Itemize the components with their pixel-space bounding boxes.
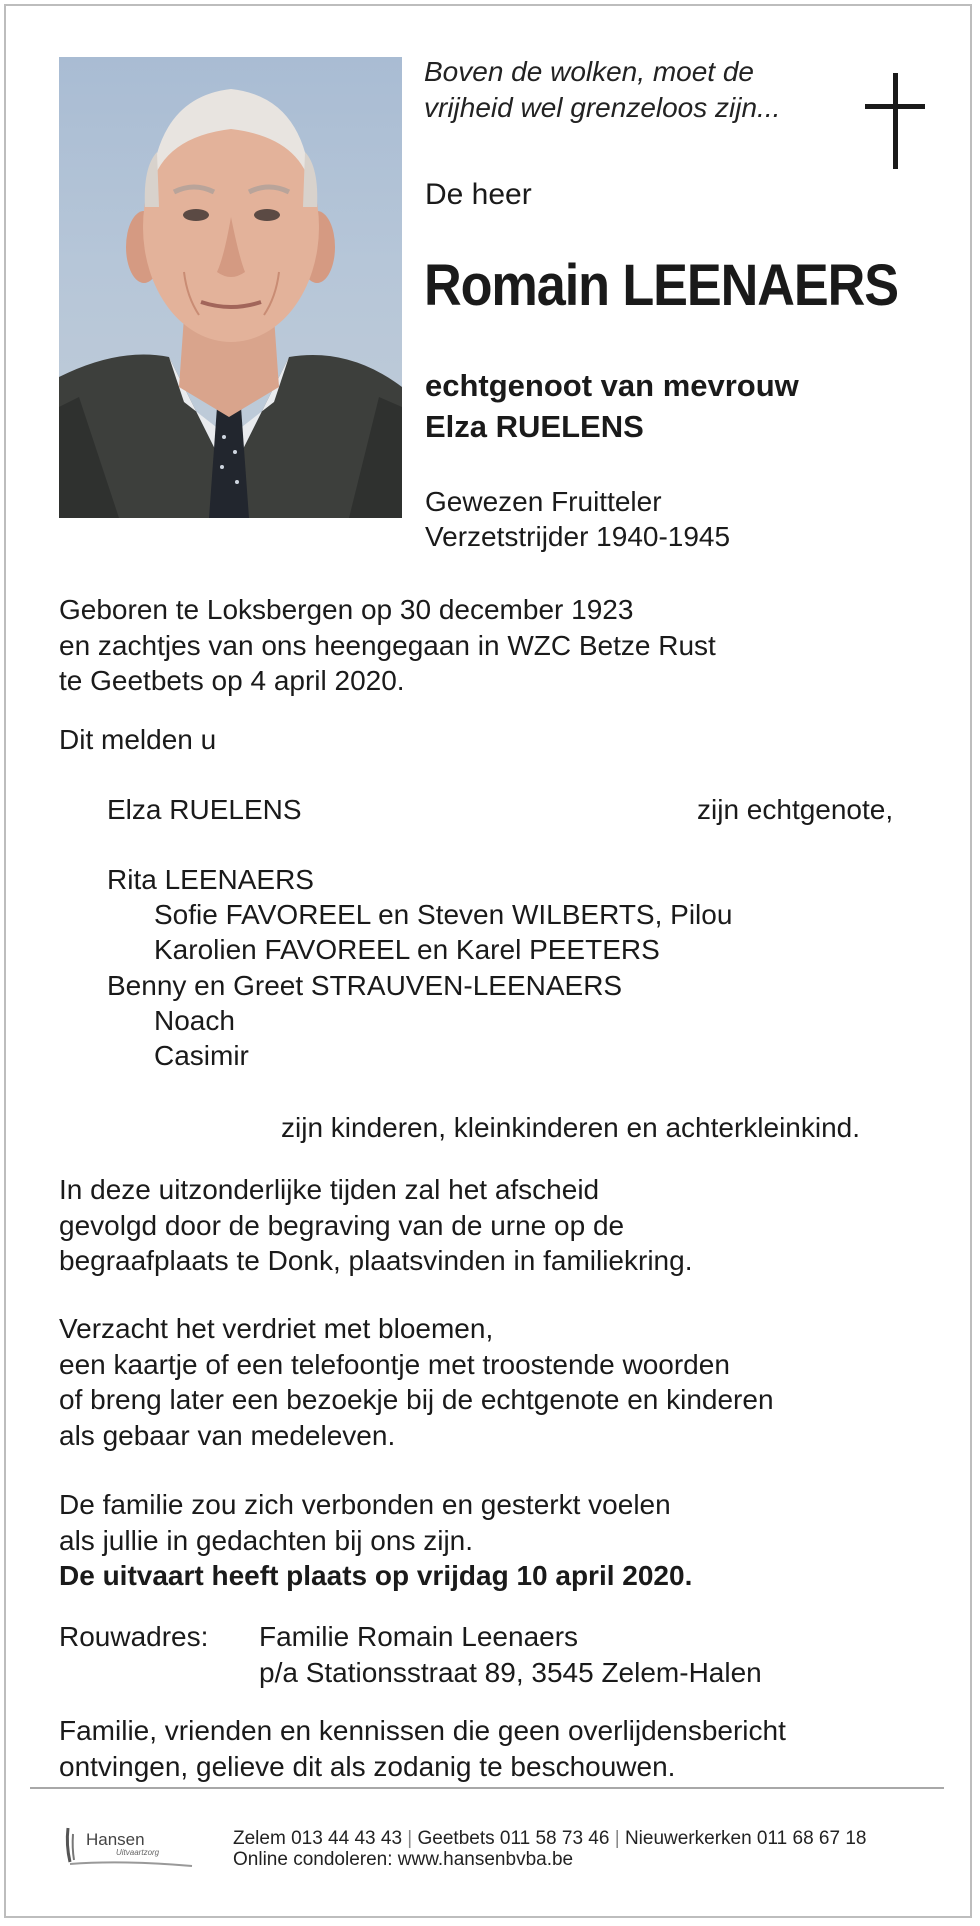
support-block (59, 1487, 692, 1594)
notice-line-2: ontvingen, gelieve dit als zodanig te beschouwen. (59, 1750, 676, 1782)
notice-line-1: Familie, vrienden en kennissen die geen overlijdensbericht (59, 1715, 786, 1746)
online-condolences: Online condoleren: www.hansenbvba.be (233, 1849, 574, 1870)
address-block (259, 1619, 762, 1690)
birth-death-line-1: Geboren te Loksbergen op 30 december 1923 (59, 594, 634, 625)
comfort-line-1: Verzacht het verdriet met bloemen, (59, 1313, 494, 1344)
funeral-date: De uitvaart heeft plaats op vrijdag 10 april 2020. (59, 1560, 693, 1591)
farewell-block (59, 1172, 692, 1279)
footer-contacts (233, 1828, 866, 1870)
logo-subtitle: Uitvaartzorg (116, 1848, 160, 1857)
cross-icon-bar (865, 104, 925, 109)
family-member: Sofie FAVOREEL en Steven WILBERTS, Pilou (154, 899, 733, 930)
deceased-name: Romain LEENAERS (424, 253, 898, 318)
contact-geetbets: Geetbets 011 58 73 46 (417, 1828, 610, 1849)
family-member: Karolien FAVOREEL en Karel PEETERS (154, 934, 660, 965)
occupation-line-1: Gewezen Fruitteler (425, 486, 662, 517)
wife-relation: zijn echtgenote, (697, 794, 894, 825)
farewell-line-2: gevolgd door de begraving van de urne op de (59, 1209, 625, 1241)
portrait-photo (59, 57, 402, 518)
occupation-line-2: Verzetstrijder 1940-1945 (425, 521, 731, 552)
address-line-1: Familie Romain Leenaers (259, 1621, 579, 1652)
family-member: Benny en Greet STRAUVEN-LEENAERS (107, 970, 623, 1001)
farewell-line-3: begraafplaats te Donk, plaatsvinden in familiekring. (59, 1245, 693, 1276)
comfort-block (59, 1311, 774, 1453)
address-line-2: p/a Stationsstraat 89, 3545 Zelem-Halen (259, 1656, 762, 1688)
logo-name: Hansen (86, 1830, 145, 1849)
quote (424, 54, 824, 126)
birth-death-line-3: te Geetbets op 4 april 2020. (59, 665, 405, 696)
family-member: Noach (154, 1005, 235, 1036)
announce-text: Dit melden u (59, 724, 217, 755)
family-relation: zijn kinderen, kleinkinderen en achterkleinkind. (281, 1112, 861, 1143)
wife-name: Elza RUELENS (107, 794, 302, 825)
address-label: Rouwadres: (59, 1621, 209, 1652)
comfort-line-4: als gebaar van medeleven. (59, 1419, 396, 1451)
cross-icon (893, 73, 898, 169)
contact-zelem: Zelem 013 44 43 43 (233, 1828, 403, 1849)
spouse-line-2: Elza RUELENS (425, 409, 644, 444)
separator: | (407, 1828, 413, 1849)
footer-divider (30, 1787, 944, 1789)
spouse-line-1: echtgenoot van mevrouw (425, 368, 799, 403)
family-member: Casimir (154, 1040, 249, 1071)
family-member: Rita LEENAERS (107, 864, 314, 895)
contact-line (233, 1828, 866, 1849)
portrait-illustration (59, 57, 402, 518)
support-line-1: De familie zou zich verbonden en gesterkt voelen (59, 1489, 671, 1520)
farewell-line-1: In deze uitzonderlijke tijden zal het afscheid (59, 1174, 600, 1205)
contact-nieuwerkerken: Nieuwerkerken 011 68 67 18 (624, 1828, 867, 1849)
support-line-2: als jullie in gedachten bij ons zijn. (59, 1524, 474, 1556)
birth-death-line-2: en zachtjes van ons heengegaan in WZC Betze Rust (59, 629, 716, 661)
occupation-block (425, 484, 730, 554)
comfort-line-2: een kaartje of een telefoontje met troostende woorden (59, 1348, 730, 1380)
quote-line-1: Boven de wolken, moet de (424, 56, 754, 87)
notice-block (59, 1713, 786, 1784)
birth-death-block (59, 592, 716, 699)
quote-line-2: vrijheid wel grenzeloos zijn... (424, 92, 781, 123)
separator: | (614, 1828, 620, 1849)
salutation: De heer (425, 178, 532, 211)
spouse-block (425, 365, 799, 447)
comfort-line-3: of breng later een bezoekje bij de echtgenote en kinderen (59, 1384, 774, 1415)
